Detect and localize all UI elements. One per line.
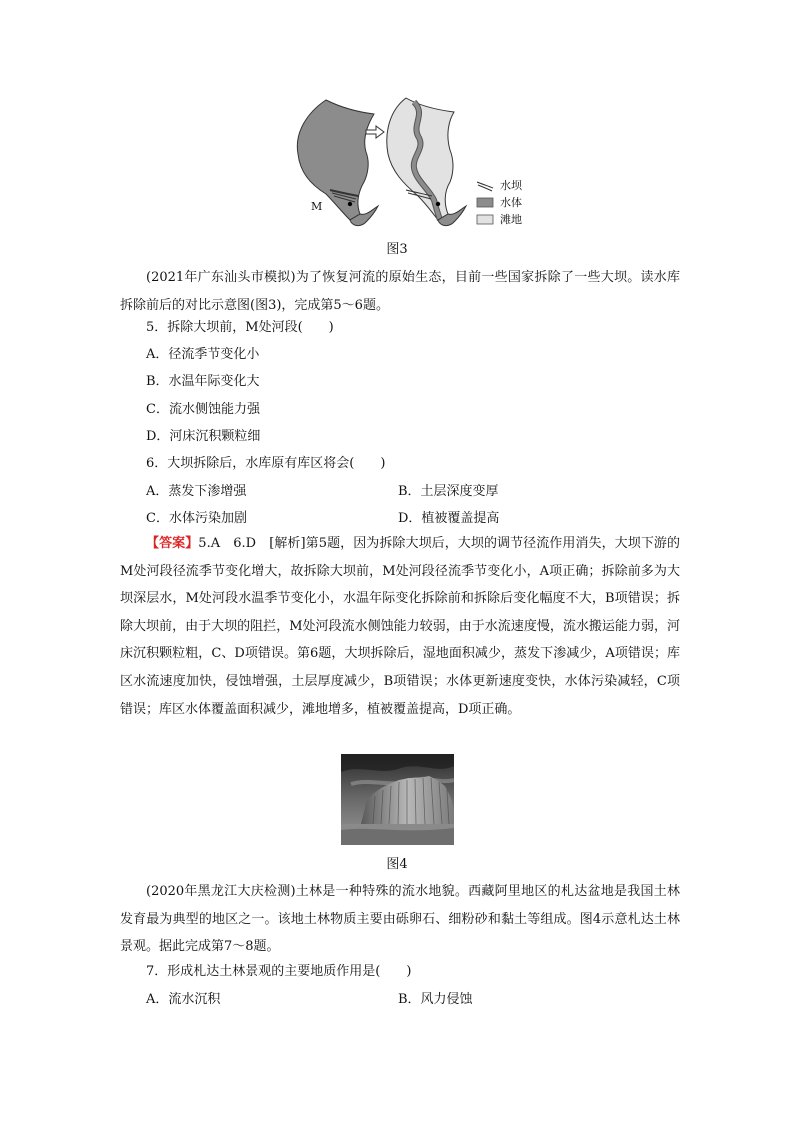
label-m: M (311, 200, 323, 213)
figure-3-caption: 图3 (386, 242, 408, 257)
legend-floodplain-swatch (477, 215, 493, 224)
arrow-icon (366, 126, 384, 138)
legend-label-floodplain: 滩地 (500, 213, 522, 226)
legend-water-swatch (477, 198, 493, 207)
question-7: 7．形成札达土林景观的主要地质作用是( ) (146, 964, 412, 979)
answer-explanation (120, 530, 680, 723)
q5-option-a: A．径流季节变化小 (146, 347, 260, 362)
legend-dam-icon (477, 182, 493, 191)
q5-option-d: D．河床沉积颗粒细 (146, 429, 261, 444)
q7-option-b: B．风力侵蚀 (398, 992, 473, 1007)
reservoir-water-body-before (297, 100, 374, 220)
figure-4-photo (341, 754, 454, 845)
q5-option-c: C．流水侧蚀能力强 (146, 402, 260, 417)
q78-intro: (2020年黑龙江大庆检测)土林是一种特殊的流水地貌。西藏阿里地区的札达盆地是我国土林发育最为典型的地区之一。该地土林物质主要由砾卵石、细粉砂和黏土等组成。图4示意札达土林景观。据此完成第7～8题。 (120, 884, 680, 955)
figure-3-diagram (286, 92, 536, 236)
question-6: 6．大坝拆除后，水库原有库区将会( ) (146, 456, 386, 471)
q7-option-a: A．流水沉积 (146, 992, 221, 1007)
figure-4-caption: 图4 (386, 857, 408, 872)
legend-label-dam: 水坝 (500, 179, 522, 192)
question-5: 5．拆除大坝前，M处河段( ) (146, 320, 334, 335)
q56-intro: (2021年广东汕头市模拟)为了恢复河流的原始生态，目前一些国家拆除了一些大坝。读水库拆除前后的对比示意图(图3)，完成第5～6题。 (120, 270, 680, 313)
answer-text: 5.A 6.D [解析]第5题，因为拆除大坝后，大坝的调节径流作用消失，大坝下游的M处河段径流季节变化增大，故拆除大坝前，M处河段径流季节变化小，A项正确；拆除前多为大坝深层水，M处河段水温季节变化小，水温年际变化拆除前和拆除后变化幅度不大，B项错误；拆除大坝前，由于大坝的阻拦，M处河段流水侧蚀能力较弱，由于水流速度慢，流水搬运能力弱，河床沉积颗粒粗，C、D项错误。第6题，大坝拆除后，湿地面积减少，蒸发下渗减少，A项错误；库区水流速度加快，侵蚀增强，土层厚度减少，B项错误；水体更新速度变快，水体污染减轻，C项错误；库区水体覆盖面积减少，滩地增多，植被覆盖提高，D项正确。 (120, 536, 680, 717)
q6-option-d: D．植被覆盖提高 (398, 511, 500, 526)
legend-label-water: 水体 (500, 196, 522, 209)
q6-option-b: B．土层深度变厚 (398, 484, 499, 499)
q6-option-a: A．蒸发下渗增强 (146, 484, 247, 499)
answer-tag: 【答案】 (146, 536, 199, 551)
q6-option-c: C．水体污染加剧 (146, 511, 247, 526)
point-m (348, 202, 352, 206)
q5-option-b: B．水温年际变化大 (146, 374, 260, 389)
